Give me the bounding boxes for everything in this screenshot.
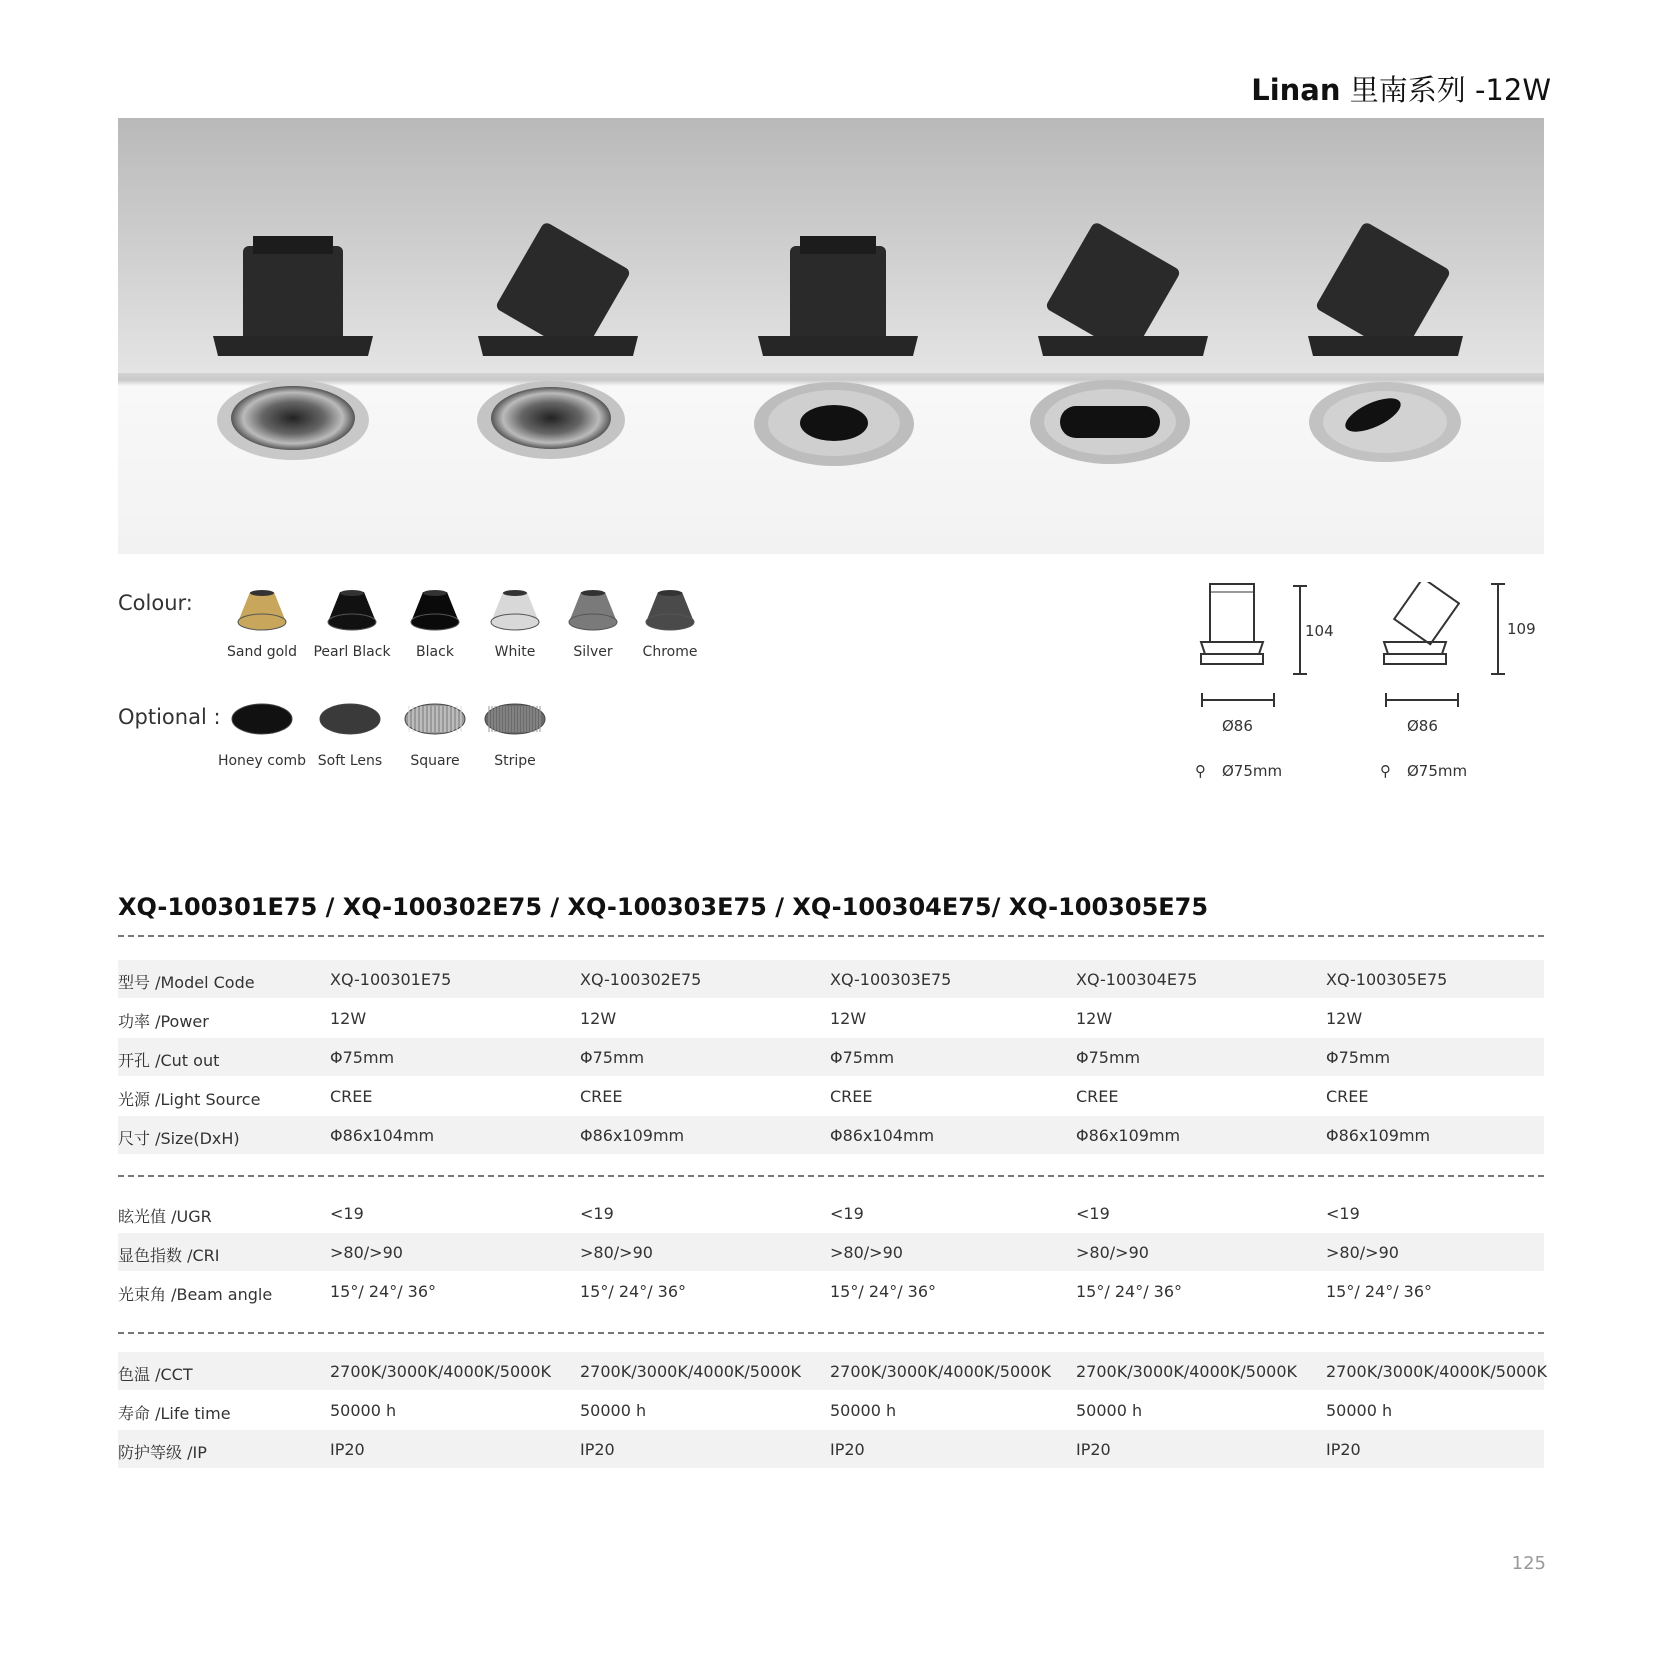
spec-value: XQ-100304E75 <box>1076 970 1198 989</box>
colour-swatch-2 <box>324 588 380 634</box>
spec-label: 功率 /Power <box>118 1012 209 1031</box>
spec-value: XQ-100303E75 <box>830 970 952 989</box>
spec-row <box>118 1077 1544 1115</box>
optional-name: Square <box>410 753 460 769</box>
spec-label: 光源 /Light Source <box>118 1090 261 1109</box>
spec-value: 2700K/3000K/4000K/5000K <box>1076 1362 1298 1381</box>
cutout-icon: ⚲ <box>1195 762 1206 780</box>
spec-value: 12W <box>1326 1009 1363 1028</box>
spec-label: 开孔 /Cut out <box>118 1051 220 1070</box>
lamp-1 <box>213 236 373 460</box>
spec-value: XQ-100301E75 <box>330 970 452 989</box>
spec-label: 防护等级 /IP <box>118 1443 207 1462</box>
colour-swatch-1 <box>234 588 290 634</box>
spec-label: 光束角 /Beam angle <box>118 1285 273 1304</box>
spec-value: >80/>90 <box>330 1243 403 1262</box>
optional-swatch-4 <box>483 702 547 736</box>
spec-value: Φ75mm <box>1076 1048 1141 1067</box>
page-number: 125 <box>1511 1553 1546 1574</box>
diameter-label-1: Ø86 <box>1222 717 1253 735</box>
spec-value: XQ-100302E75 <box>580 970 702 989</box>
spec-value: Φ86x109mm <box>1326 1126 1431 1145</box>
colour-name: Sand gold <box>227 644 297 660</box>
spec-value: IP20 <box>1076 1440 1111 1459</box>
optional-swatch-1 <box>230 702 294 736</box>
spec-value: CREE <box>330 1087 373 1106</box>
spec-value: 2700K/3000K/4000K/5000K <box>580 1362 802 1381</box>
spec-label: 色温 /CCT <box>118 1365 193 1384</box>
tilted-lamp-drawing <box>1378 582 1508 682</box>
colour-swatch-4 <box>487 588 543 634</box>
spec-value: <19 <box>580 1204 614 1223</box>
spec-value: 15°/ 24°/ 36° <box>1326 1282 1433 1301</box>
spec-value: Φ86x104mm <box>830 1126 935 1145</box>
divider <box>118 935 1544 937</box>
spec-value: Φ86x109mm <box>1076 1126 1181 1145</box>
spec-value: CREE <box>1326 1087 1369 1106</box>
spec-value: 12W <box>330 1009 367 1028</box>
colour-label: Colour: <box>118 591 193 615</box>
spec-value: 15°/ 24°/ 36° <box>330 1282 437 1301</box>
optional-name: Stripe <box>494 753 536 769</box>
models-heading: XQ-100301E75 / XQ-100302E75 / XQ-100303E75 / XQ-100304E75/ XQ-100305E75 <box>118 893 1209 921</box>
product-hero-image <box>118 118 1544 554</box>
spec-value: 15°/ 24°/ 36° <box>1076 1282 1183 1301</box>
spec-value: 50000 h <box>1076 1401 1143 1420</box>
colour-swatch-5 <box>565 588 621 634</box>
spec-value: <19 <box>330 1204 364 1223</box>
lamp-4 <box>1030 221 1208 464</box>
spec-value: 50000 h <box>330 1401 397 1420</box>
optional-label: Optional : <box>118 705 221 729</box>
spec-value: 12W <box>580 1009 617 1028</box>
divider <box>118 1332 1544 1334</box>
spec-value: <19 <box>1076 1204 1110 1223</box>
spec-value: 15°/ 24°/ 36° <box>830 1282 937 1301</box>
optional-name: Honey comb <box>217 753 307 769</box>
optional-swatch-2 <box>318 702 382 736</box>
spec-value: Φ75mm <box>330 1048 395 1067</box>
spec-label: 寿命 /Life time <box>118 1404 231 1423</box>
spec-value: IP20 <box>330 1440 365 1459</box>
spec-value: 50000 h <box>1326 1401 1393 1420</box>
colour-name: Pearl Black <box>313 644 391 660</box>
lamp-5 <box>1308 221 1463 462</box>
lamp-3 <box>754 236 918 466</box>
lamp-2 <box>477 221 638 459</box>
spec-value: >80/>90 <box>1076 1243 1149 1262</box>
spec-value: Φ75mm <box>830 1048 895 1067</box>
colour-name: Black <box>416 644 454 660</box>
spec-row <box>118 960 1544 998</box>
spec-row <box>118 1430 1544 1468</box>
spec-value: 12W <box>830 1009 867 1028</box>
spec-row <box>118 1352 1548 1390</box>
height-label-1: 104 <box>1305 622 1334 640</box>
spec-value: 50000 h <box>580 1401 647 1420</box>
spec-value: CREE <box>1076 1087 1119 1106</box>
spec-value: IP20 <box>1326 1440 1361 1459</box>
spec-row <box>118 1391 1544 1429</box>
spec-value: 15°/ 24°/ 36° <box>580 1282 687 1301</box>
colour-swatch-3 <box>407 588 463 634</box>
spec-value: CREE <box>830 1087 873 1106</box>
page-title: Linan 里南系列 -12W <box>1251 73 1551 107</box>
cutout-icon: ⚲ <box>1380 762 1391 780</box>
spec-value: >80/>90 <box>1326 1243 1399 1262</box>
colour-name: Chrome <box>642 644 698 660</box>
spec-value: 2700K/3000K/4000K/5000K <box>830 1362 1052 1381</box>
divider <box>118 1175 1544 1177</box>
spec-value: >80/>90 <box>830 1243 903 1262</box>
series-name: 里南系列 - <box>1349 73 1486 107</box>
spec-row <box>118 999 1544 1037</box>
spec-row <box>118 1116 1544 1154</box>
spec-label: 眩光值 /UGR <box>118 1207 212 1226</box>
series-power: 12W <box>1485 73 1551 107</box>
spec-value: Φ75mm <box>580 1048 645 1067</box>
spec-value: 12W <box>1076 1009 1113 1028</box>
spec-value: XQ-100305E75 <box>1326 970 1448 989</box>
spec-value: Φ86x104mm <box>330 1126 435 1145</box>
colour-name: Silver <box>573 644 613 660</box>
spec-label: 型号 /Model Code <box>118 973 255 992</box>
optional-name: Soft Lens <box>317 753 383 769</box>
spec-value: IP20 <box>830 1440 865 1459</box>
spec-value: <19 <box>830 1204 864 1223</box>
spec-value: 50000 h <box>830 1401 897 1420</box>
spec-value: Φ75mm <box>1326 1048 1391 1067</box>
height-label-2: 109 <box>1507 620 1536 638</box>
cutout-label-2: Ø75mm <box>1407 762 1468 780</box>
colour-swatch-6 <box>642 588 698 634</box>
optional-swatch-3 <box>403 702 467 736</box>
spec-value: >80/>90 <box>580 1243 653 1262</box>
width-dimension-line-1 <box>1200 693 1276 707</box>
spec-label: 尺寸 /Size(DxH) <box>118 1129 240 1148</box>
spec-value: Φ86x109mm <box>580 1126 685 1145</box>
diameter-label-2: Ø86 <box>1407 717 1438 735</box>
spec-value: 2700K/3000K/4000K/5000K <box>330 1362 552 1381</box>
cutout-label-1: Ø75mm <box>1222 762 1283 780</box>
width-dimension-line-2 <box>1384 693 1460 707</box>
spec-row <box>118 1272 1544 1310</box>
spec-label: 显色指数 /CRI <box>118 1246 220 1265</box>
spec-value: <19 <box>1326 1204 1360 1223</box>
spec-row <box>118 1194 1544 1232</box>
spec-value: CREE <box>580 1087 623 1106</box>
spec-value: 2700K/3000K/4000K/5000K <box>1326 1362 1548 1381</box>
spec-row <box>118 1038 1544 1076</box>
colour-name: White <box>494 644 536 660</box>
spec-value: IP20 <box>580 1440 615 1459</box>
spec-row <box>118 1233 1544 1271</box>
